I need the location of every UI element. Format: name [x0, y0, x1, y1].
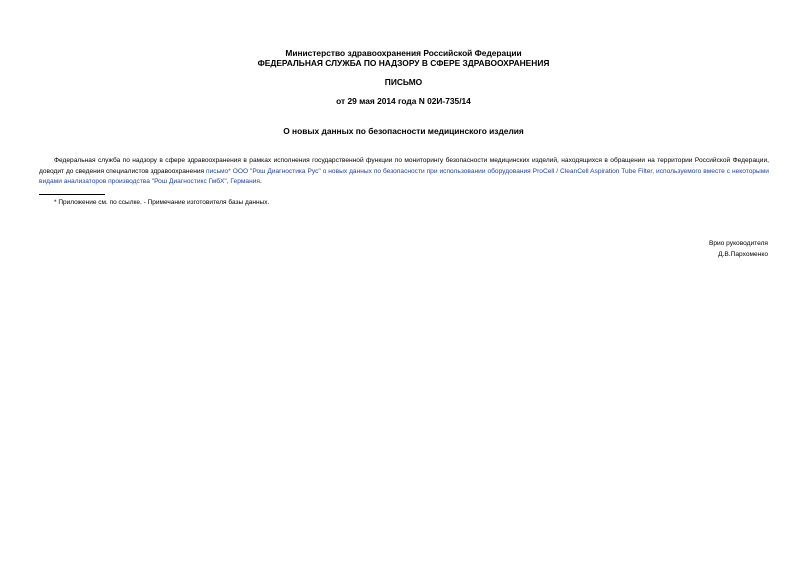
body-text-intro: Федеральная служба по надзору в сфере здравоохранения в рамках исполнения государственной функции по мониторингу безопасности медицинских изделий, находящихся в обращении на территории Российской Федерации, доводит до сведения специалистов здравоохранения: [39, 157, 769, 175]
signatory-name: Д.В.Пархоменко: [718, 251, 768, 258]
signatory-role: Врио руководителя: [708, 240, 768, 247]
document-subject: О новых данных по безопасности медицинского изделия: [283, 126, 524, 136]
body-text-end: .: [260, 178, 262, 186]
body-paragraph: [39, 156, 769, 188]
footnote-divider: [39, 194, 105, 195]
footnote: * Приложение см. по ссылке. - Примечание изготовителя базы данных.: [54, 199, 270, 206]
letter-link[interactable]: письмо* ООО "Рош Диагностика Рус" о новых данных по безопасности при использовании оборудования ProCell / CleanCell Aspiration Tube Filter, используемого вместе с некоторыми видами анализаторов производства "Рош Диагностикс ГмбХ", Германия: [39, 167, 769, 186]
agency-name: ФЕДЕРАЛЬНАЯ СЛУЖБА ПО НАДЗОРУ В СФЕРЕ ЗДРАВООХРАНЕНИЯ: [257, 58, 550, 68]
document-type: ПИСЬМО: [384, 77, 423, 87]
document-date-number: от 29 мая 2014 года N 02И-735/14: [336, 96, 471, 106]
ministry-name: Министерство здравоохранения Российской Федерации: [285, 48, 522, 58]
